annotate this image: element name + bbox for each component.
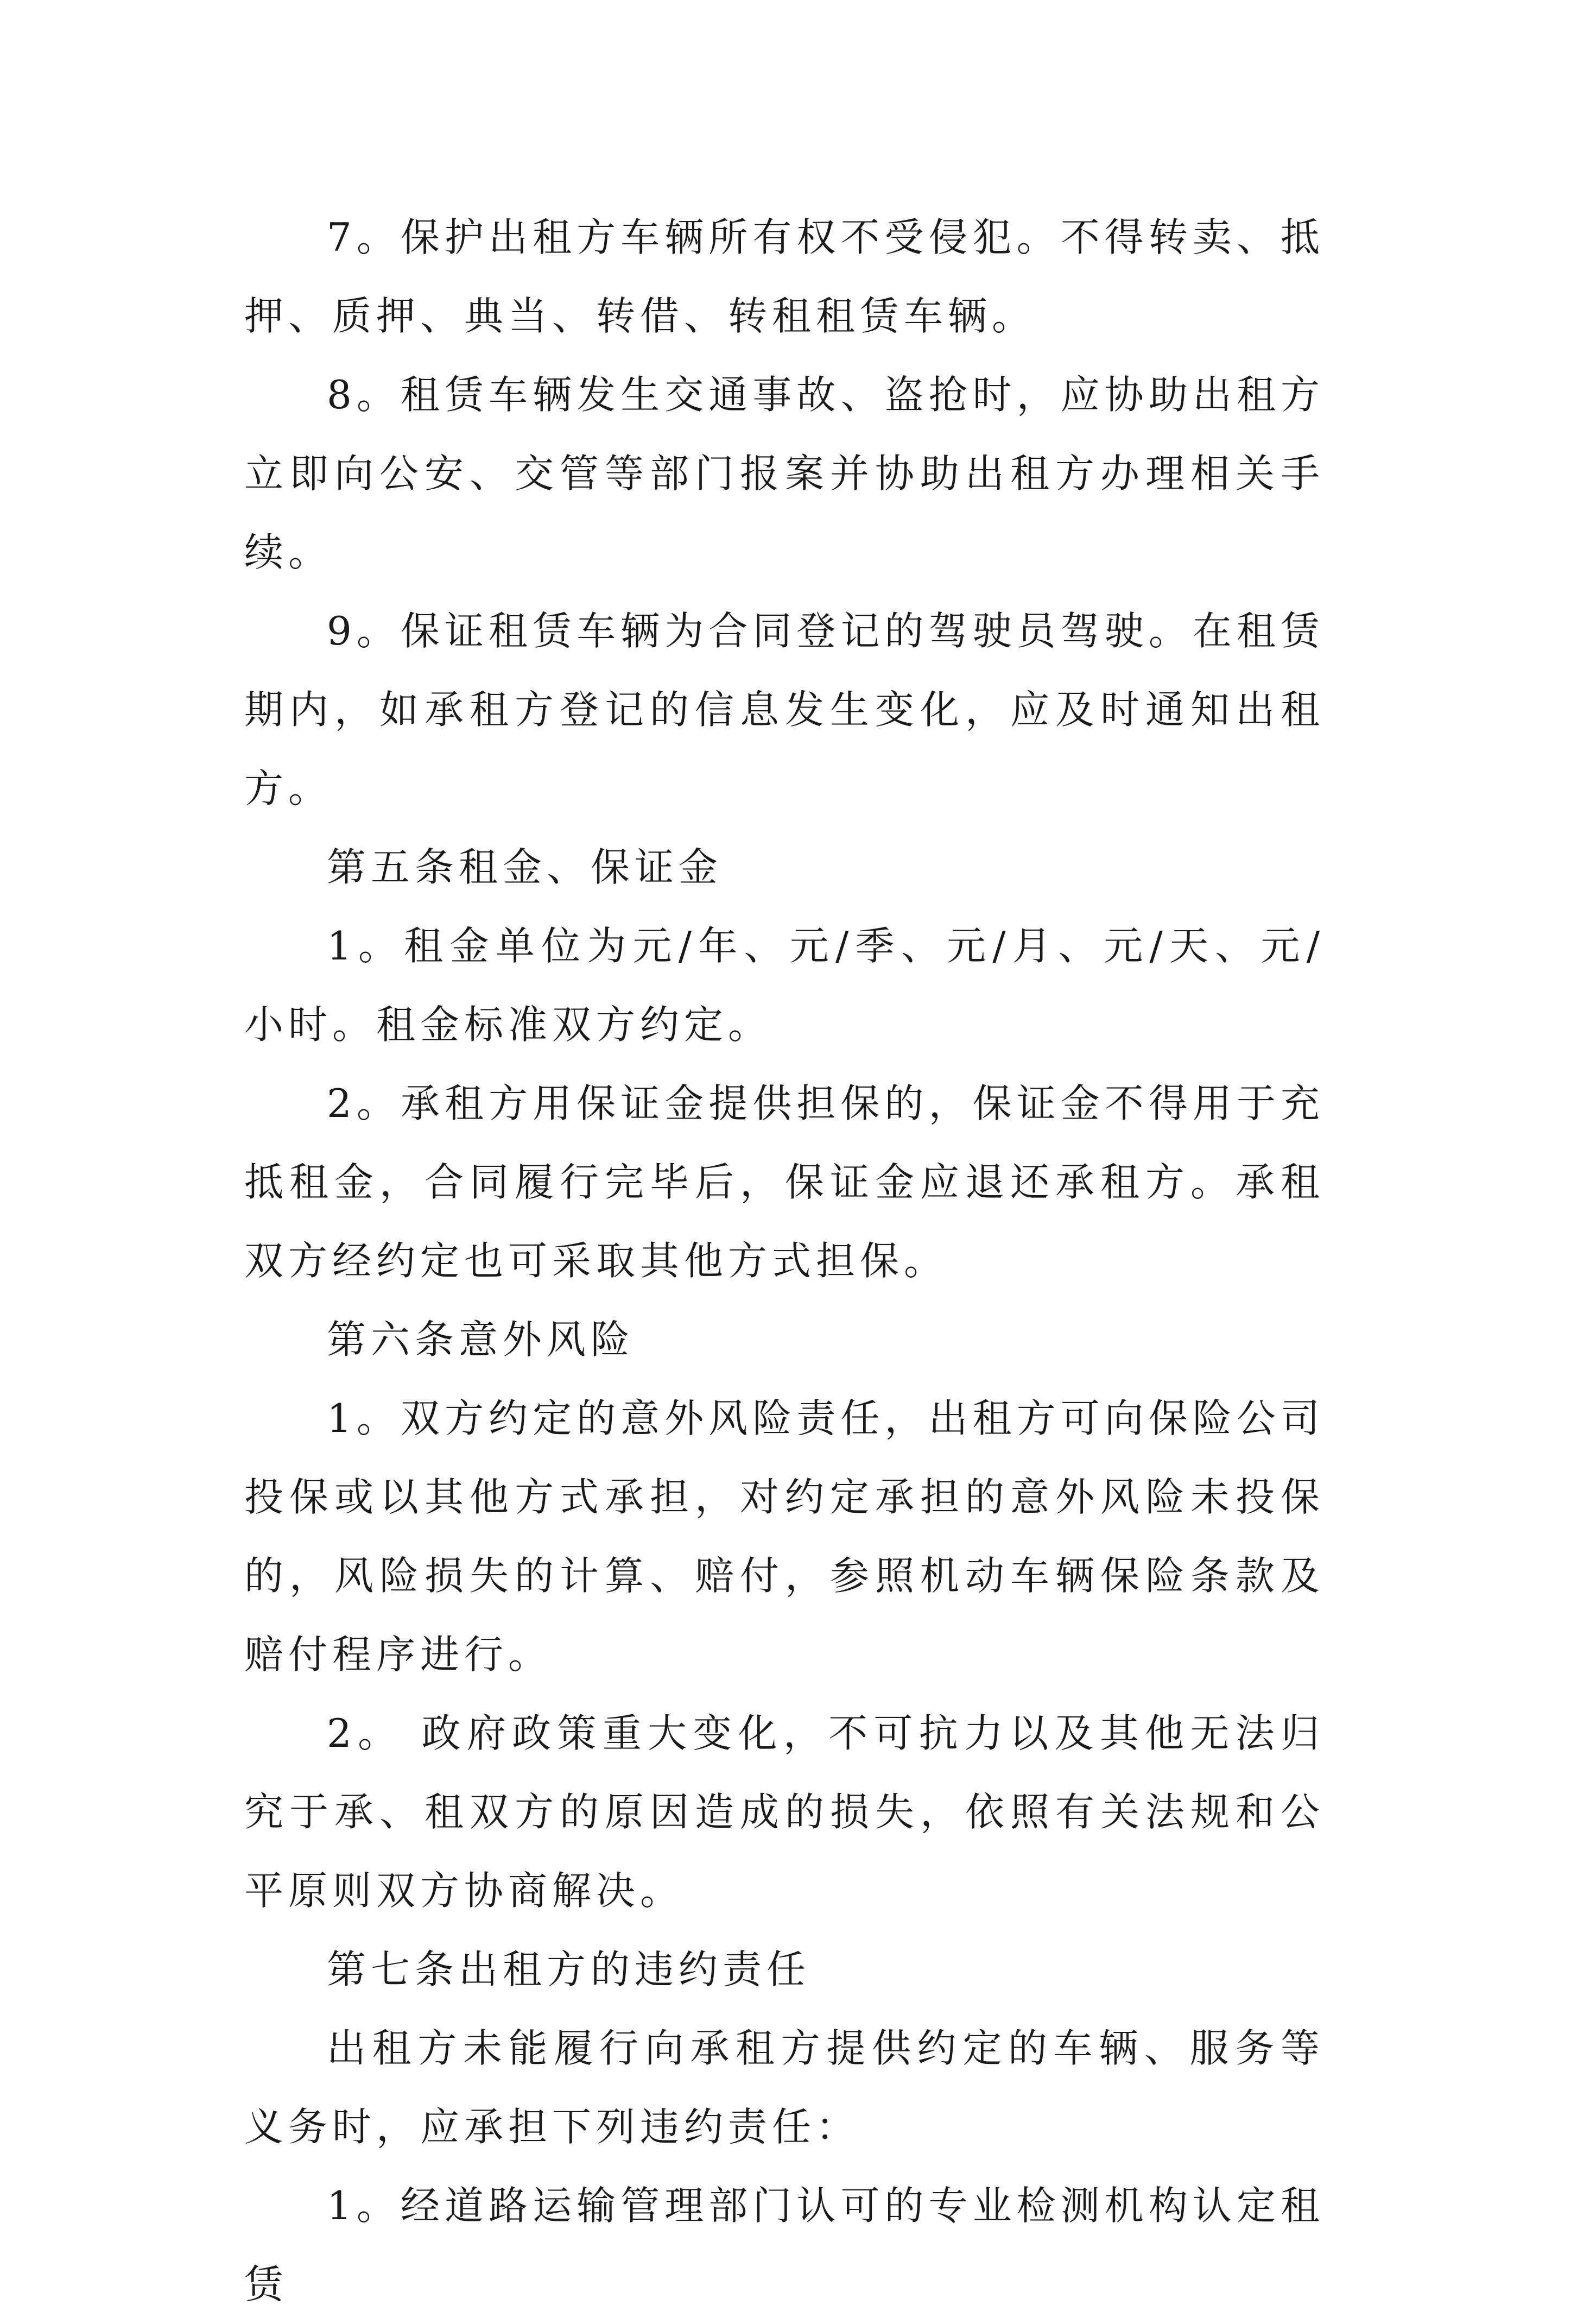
paragraph-clause-7: 7。保护出租方车辆所有权不受侵犯。不得转卖、抵押、质押、典当、转借、转租租赁车辆。 — [244, 214, 1325, 339]
paragraph-lessor-obligation: 出租方未能履行向承租方提供约定的车辆、服务等义务时，应承担下列违约责任： — [244, 2025, 1325, 2150]
section-heading-article-6: 第六条意外风险 — [327, 1317, 635, 1362]
paragraph-policy-change: 2。 政府政策重大变化，不可抗力以及其他无法归究于承、租双方的原因造成的损失，依照有关法规和公平原则双方协商解决。 — [244, 1710, 1325, 1913]
paragraph-clause-8: 8。租赁车辆发生交通事故、盗抢时，应协助出租方立即向公安、交管等部门报案并协助出租方办理相关手续。 — [244, 372, 1325, 575]
section-heading-article-7: 第七条出租方的违约责任 — [327, 1947, 811, 1992]
paragraph-rent-unit: 1。租金单位为元/年、元/季、元/月、元/天、元/小时。租金标准双方约定。 — [244, 923, 1325, 1047]
paragraph-clause-9: 9。保证租赁车辆为合同登记的驾驶员驾驶。在租赁期内，如承租方登记的信息发生变化，应及时通知出租方。 — [244, 608, 1325, 811]
section-heading-article-5: 第五条租金、保证金 — [327, 844, 723, 890]
paragraph-deposit: 2。承租方用保证金提供担保的，保证金不得用于充抵租金，合同履行完毕后，保证金应退还承租方。承租双方经约定也可采取其他方式担保。 — [244, 1081, 1325, 1284]
paragraph-inspection: 1。经道路运输管理部门认可的专业检测机构认定租赁 — [244, 2183, 1325, 2307]
document-body — [244, 198, 1325, 2324]
paragraph-accident-risk: 1。双方约定的意外风险责任，出租方可向保险公司投保或以其他方式承担，对约定承担的意外风险未投保的，风险损失的计算、赔付，参照机动车辆保险条款及赔付程序进行。 — [244, 1395, 1325, 1677]
